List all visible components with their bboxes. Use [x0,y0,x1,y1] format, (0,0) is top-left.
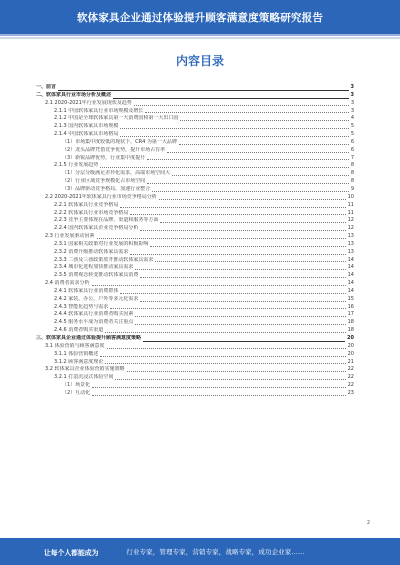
toc-entry-page: 3 [350,99,354,106]
toc-entry-page: 17 [347,311,354,318]
toc-entry[interactable] [36,202,354,210]
toc-entry-page: 6 [350,138,354,145]
toc-entry-label: 3.1.1 体验营销概述 [54,350,99,357]
toc-entry-page: 10 [347,193,354,200]
toc-entry-page: 8 [350,178,354,185]
toc-leader-dots [105,332,345,333]
toc-entry-label: （1）市场集中度较低的现状下，CR4 为第一大品牌 [62,138,177,145]
toc-leader-dots [107,348,346,349]
toc-entry-label: 2.4.3 智能化趋势与需求 [54,303,109,310]
toc-entry[interactable] [36,162,354,170]
toc-entry-label: 2.3 行业发展驱动因素 [45,233,95,240]
toc-leader-dots [134,105,349,106]
toc-entry-label: 3.2.1 打造沉浸式体验空间 [54,374,114,381]
report-footer [0,538,400,565]
toc-entry[interactable] [36,319,354,327]
page-number: 2 [366,520,370,526]
toc-entry-page: 20 [347,335,354,341]
toc-entry-page: 3 [350,84,354,90]
toc-entry-page: 9 [350,185,354,192]
toc-leader-dots [120,293,345,294]
toc-leader-dots [135,324,345,325]
toc-title: 内容目录 [175,54,224,68]
toc-entry-page: 16 [347,303,354,310]
toc-entry-label: 2.4.5 服务水平成为消费者关注重点 [54,319,134,326]
toc-entry-page: 5 [350,131,354,138]
toc-entry-label: 2.2.4 国内软体家具企业竞争格局分析 [54,225,139,232]
toc-entry-label: 一、前言 [36,84,57,90]
toc-entry-label: 三、软体家具企业通过体验提升顾客满意度策略 [36,335,142,341]
toc-entry[interactable] [36,115,354,123]
toc-entry[interactable] [36,155,354,163]
toc-leader-dots [143,341,345,342]
toc-leader-dots [155,261,345,262]
toc-entry-page: 23 [347,389,354,396]
header-divider [0,30,400,40]
toc-entry-label: （3）品牌驱动竞争格局，加速行业整合 [62,185,151,192]
toc-entry-page: 14 [347,272,354,279]
toc-entry-page: 3 [350,91,354,98]
toc-entry-page: 20 [347,350,354,357]
toc-entry-page: 13 [347,240,354,247]
footer-slogan: 让每个人都能成为 [44,548,99,557]
toc-entry-label: 2.2.1 软体家具行业竞争格局 [54,201,119,208]
toc-entry-label: （2）龙头品牌凭借竞争优势，提升市场占有率 [62,146,166,153]
toc-entry-page: 14 [347,280,354,287]
toc-leader-dots [97,238,346,239]
toc-leader-dots [152,191,349,192]
toc-leader-dots [105,363,345,364]
toc-entry[interactable] [36,366,354,374]
toc-leader-dots [130,254,345,255]
toc-entry-page: 14 [347,264,354,271]
toc-leader-dots [172,175,349,176]
toc-entry-page: 8 [350,170,354,177]
toc-entry-label: 2.1.2 中国是全球软体家具第一大消费国和第一大出口国 [54,115,179,122]
toc-entry[interactable] [36,92,354,100]
toc-entry-page: 20 [347,342,354,349]
toc-entry-label: （1）场景化 [62,382,91,389]
toc-entry-page: 14 [347,256,354,263]
toc-entry[interactable] [36,131,354,139]
toc-entry[interactable] [36,264,354,272]
toc-leader-dots [113,98,349,99]
toc-leader-dots [92,387,345,388]
toc-entry-label: 2.1.1 中国软体家具行业市场规模及增长 [54,107,144,114]
toc-entry-page: 5 [350,123,354,130]
toc-entry-label: 2.1.5 行业发展趋势 [54,162,99,169]
toc-leader-dots [100,167,349,168]
toc-entry-label: 2.4.1 软体家具行业消费群体 [54,287,119,294]
toc-leader-dots [92,395,345,396]
toc-leader-dots [120,136,348,137]
toc-entry[interactable] [36,241,354,249]
toc-leader-dots [160,222,345,223]
toc-entry[interactable] [36,351,354,359]
toc-entry-label: 3.2 软体家具企业体验营销实施策略 [45,366,125,373]
toc-leader-dots [127,371,346,372]
toc-leader-dots [135,316,345,317]
toc-leader-dots [150,246,345,247]
toc-leader-dots [140,277,345,278]
toc-entry-page: 22 [347,374,354,381]
toc-entry-page: 15 [347,295,354,302]
toc-entry-page: 6 [350,146,354,153]
toc-leader-dots [140,230,345,231]
toc-entry-label: 2.3.4 城市化进程加快推动家具需求 [54,264,134,271]
toc-entry-label: （2）互动化 [62,389,91,396]
toc-entry-label: 2.2 2020-2021年软体家具行业市场竞争格局分析 [45,193,157,200]
toc-leader-dots [135,269,345,270]
toc-entry[interactable] [36,335,354,343]
toc-leader-dots [145,112,348,113]
toc-leader-dots [179,144,349,145]
report-title: 软体家具企业通过体验提升顾客满意度策略研究报告 [76,11,324,24]
toc-entry-page: 22 [347,382,354,389]
toc-entry-page: 13 [347,248,354,255]
toc-entry-page: 13 [347,233,354,240]
toc-entry-label: 2.4 消费者需求分析 [45,280,90,287]
footer-roles: 行业专家，管理专家，营销专家，战略专家，成功企业家…… [126,548,305,556]
toc-entry[interactable] [36,249,354,257]
toc-entry-label: 2.4.6 消费者购买渠道 [54,327,104,334]
toc-leader-dots [110,308,345,309]
toc-entry[interactable] [36,100,354,108]
toc-entry-page: 8 [350,162,354,169]
toc-entry[interactable] [36,382,354,390]
toc-leader-dots [167,152,349,153]
toc-entry[interactable] [36,217,354,225]
toc-entry[interactable] [36,194,354,202]
report-header [0,0,400,34]
toc-leader-dots [92,285,346,286]
toc-entry-label: 2.1 2020-2021年行业发展现状及趋势 [45,99,132,106]
toc-leader-dots [120,128,348,129]
toc-entry-page: 11 [347,209,354,216]
toc-entry[interactable] [36,296,354,304]
toc-entry[interactable] [36,359,354,367]
toc-entry-page: 21 [347,358,354,365]
toc-entry[interactable] [36,139,354,147]
toc-entry-page: 12 [347,217,354,224]
toc-leader-dots [140,301,345,302]
toc-leader-dots [147,159,349,160]
toc-entry[interactable] [36,390,354,398]
toc-entry[interactable] [36,343,354,351]
toc-entry[interactable] [36,178,354,186]
toc-entry-page: 3 [350,107,354,114]
toc-entry[interactable] [36,84,354,92]
toc-entry[interactable] [36,311,354,319]
toc-entry-label: 3.1.2 顾客满意度理论 [54,358,104,365]
toc-entry[interactable] [36,304,354,312]
toc-entry-label: 2.2.2 软体家具行业市场竞争格局 [54,209,129,216]
toc-leader-dots [58,90,349,91]
toc-entry-label: 2.3.2 消费升级推动软体家具需求 [54,248,129,255]
toc-entry[interactable] [36,186,354,194]
toc-entry[interactable] [36,327,354,335]
toc-entry-label: （2）行业区域竞争规模化占市场空间 [62,178,146,185]
toc-entry-label: 3.1 体验营销与顾客满意度 [45,342,105,349]
toc-entry-label: 2.2.3 竞争主要体现在品牌、渠道和服务等方面 [54,217,159,224]
toc-entry-label: 2.1.3 国内软体家具市场规模 [54,123,119,130]
toc-entry[interactable] [36,108,354,116]
toc-entry[interactable] [36,233,354,241]
toc-entry-label: （3）新锐品牌优势，行业集中度提升 [62,154,146,161]
toc-leader-dots [180,120,348,121]
toc-leader-dots [147,183,349,184]
toc-leader-dots [115,379,345,380]
toc-entry-page: 11 [347,201,354,208]
toc-entry-label: 2.3.1 国家相关政策对行业发展的积极影响 [54,240,149,247]
toc-entry-label: 2.1.4 中国软体家具市场格局 [54,131,119,138]
toc-entry-label: 2.4.4 软体家具行业消费者购买因素 [54,311,134,318]
toc-entry-page: 4 [350,115,354,122]
toc-entry-page: 12 [347,225,354,232]
toc-entry[interactable] [36,272,354,280]
toc-entry[interactable] [36,210,354,218]
toc-entry-page: 18 [347,319,354,326]
toc-entry-page: 22 [347,366,354,373]
toc-leader-dots [159,199,346,200]
toc-leader-dots [120,207,345,208]
toc-entry[interactable] [36,280,354,288]
table-of-contents [36,84,354,398]
toc-entry-label: （1）分层分级满足差异化需求，高端市场空间大 [62,170,171,177]
toc-entry-page: 18 [347,327,354,334]
toc-entry[interactable] [36,170,354,178]
toc-entry-page: 14 [347,287,354,294]
toc-entry-label: 二、软体家具行业市场分析及概述 [36,91,112,98]
toc-entry[interactable] [36,147,354,155]
toc-entry[interactable] [36,288,354,296]
toc-leader-dots [130,214,345,215]
toc-entry[interactable] [36,374,354,382]
toc-entry[interactable] [36,257,354,265]
toc-leader-dots [100,356,345,357]
toc-entry-page: 7 [350,154,354,161]
toc-entry[interactable] [36,123,354,131]
toc-entry-label: 2.4.2 家装、办公、户外等多元化需求 [54,295,139,302]
toc-entry[interactable] [36,225,354,233]
toc-entry-label: 2.3.5 消费观念转变推动软体家具消费 [54,272,139,279]
toc-entry-label: 2.3.3 二孩及三孩政策放开推动软体家具需求 [54,256,154,263]
